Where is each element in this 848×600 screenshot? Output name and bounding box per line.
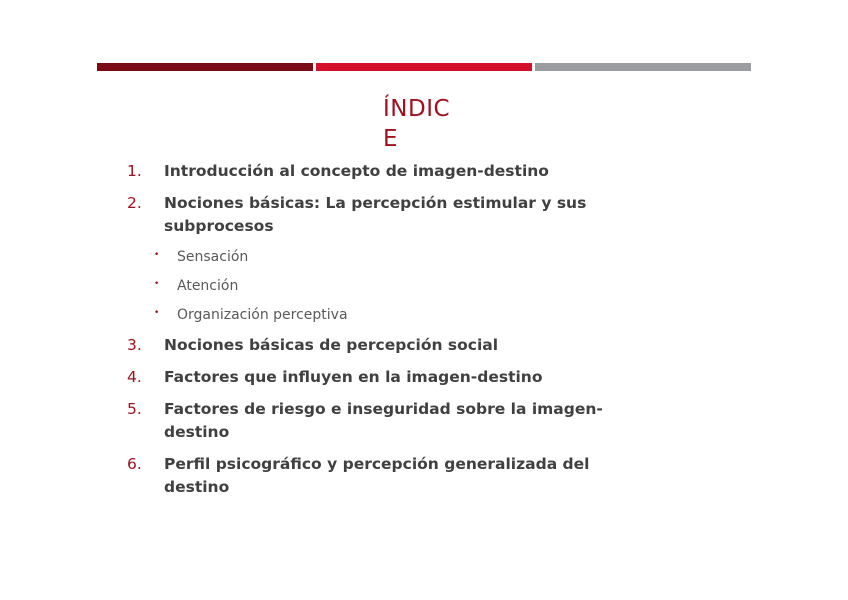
toc-item-number: 1. [127,162,142,180]
toc-subitem-3 [154,305,617,325]
header-bar-gray [535,63,751,71]
toc-subitem-1 [154,247,617,267]
toc-item-text: Factores de riesgo e inseguridad sobre la imagen-destino [164,400,603,441]
toc-item-text: Nociones básicas: La percepción estimular y sus subprocesos [164,194,587,235]
toc-item-number: 2. [127,194,142,212]
toc-item-text: Perfil psicográfico y percepción generalizada del destino [164,455,590,496]
toc-item-number: 5. [127,400,142,418]
toc-item-number: 3. [127,336,142,354]
slide-title: ÍNDICE [383,96,451,152]
toc-item-2 [127,192,617,238]
header-bar-dark-red [97,63,313,71]
toc-item-text: Nociones básicas de percepción social [164,336,499,354]
toc-item-number: 6. [127,455,142,473]
toc-item-3 [127,334,617,357]
toc-item-text: Introducción al concepto de imagen-destino [164,162,549,180]
header-bar-red [316,63,532,71]
bullet-icon: • [154,308,160,318]
toc-subitem-text: Atención [177,278,239,294]
toc-item-1 [127,160,617,183]
toc-item-6 [127,453,617,499]
toc-subitem-text: Organización perceptiva [177,307,348,323]
toc-item-text: Factores que influyen en la imagen-destino [164,368,543,386]
table-of-contents [127,160,617,508]
toc-subitem-2 [154,276,617,296]
bullet-icon: • [154,279,160,289]
bullet-icon: • [154,250,160,260]
toc-subitem-text: Sensación [177,249,249,265]
toc-item-4 [127,366,617,389]
toc-item-5 [127,398,617,444]
toc-item-number: 4. [127,368,142,386]
